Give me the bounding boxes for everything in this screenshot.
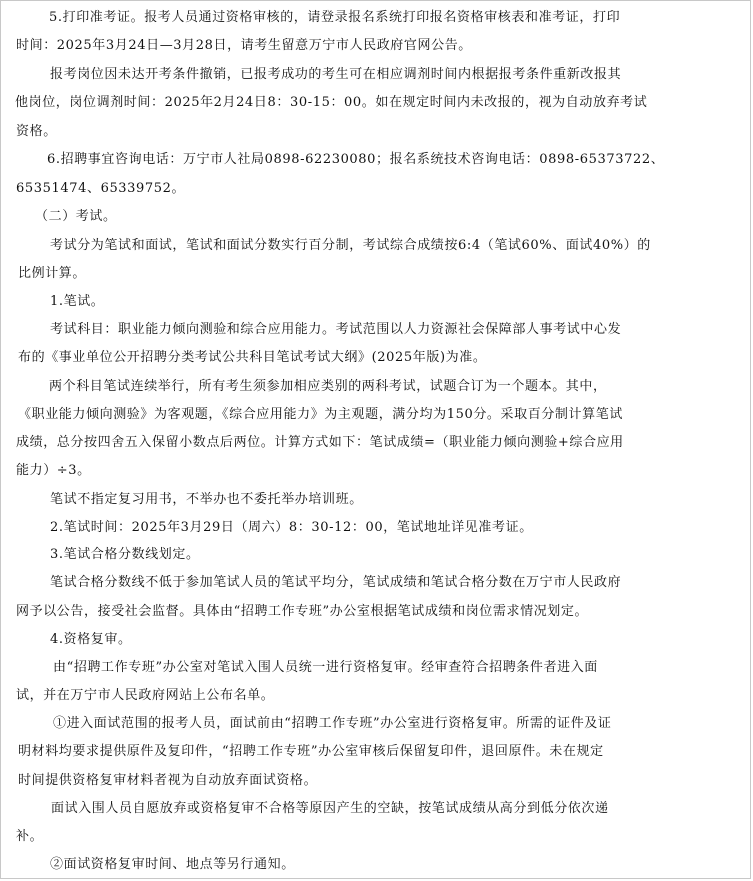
doc-line: 网予以公告，接受社会监督。具体由“招聘工作专班”办公室根据笔试成绩和岗位需求情况划定。 — [16, 604, 589, 619]
doc-line: 布的《事业单位公开招聘分类考试公共科目笔试考试大纲》(2025年版)为准。 — [18, 350, 487, 365]
doc-line: ①进入面试范围的报考人员，面试前由“招聘工作专班”办公室进行资格复审。所需的证件及证 — [53, 716, 612, 731]
doc-line: 4.资格复审。 — [50, 632, 132, 647]
doc-line: 两个科目笔试连续举行，所有考生须参加相应类别的两科考试，试题合订为一个题本。其中， — [49, 379, 607, 394]
doc-line: 面试入围人员自愿放弃或资格复审不合格等原因产生的空缺，按笔试成绩从高分到低分依次递 — [51, 801, 609, 816]
doc-line: 2.笔试时间：2025年3月29日（周六）8：30-12：00，笔试地址详见准考证。 — [50, 520, 533, 535]
doc-line: 时间：2025年3月24日—3月28日，请考生留意万宁市人民政府官网公告。 — [16, 38, 472, 53]
doc-line: 5.打印准考证。报考人员通过资格审核的，请登录报名系统打印报名资格审核表和准考证，打印 — [49, 10, 621, 25]
doc-line: 他岗位，岗位调剂时间：2025年2月24日8：30-15：00。如在规定时间内未改报的，视为自动放弃考试 — [15, 95, 648, 110]
doc-line: 时间提供资格复审材料者视为自动放弃面试资格。 — [18, 773, 318, 788]
doc-line: 补。 — [16, 829, 44, 844]
doc-line: 65351474、65339752。 — [16, 181, 186, 196]
doc-line: 报考岗位因未达开考条件撤销，已报考成功的考生可在相应调剂时间内根据报考条件重新改报其 — [50, 67, 622, 82]
doc-line: 明材料均要求提供原件及复印件，“招聘工作专班”办公室审核后保留复印件，退回原件。未在规定 — [18, 744, 604, 759]
doc-line: 笔试不指定复习用书，不举办也不委托举办培训班。 — [50, 492, 363, 507]
doc-line: 比例计算。 — [18, 266, 87, 281]
doc-line: 考试分为笔试和面试，笔试和面试分数实行百分制，考试综合成绩按6:4（笔试60%、面试40%）的 — [50, 238, 651, 253]
doc-line: 资格。 — [16, 124, 57, 139]
doc-line: 6.招聘事宜咨询电话：万宁市人社局0898-62230080；报名系统技术咨询电话：0898-65373722、 — [47, 152, 665, 167]
doc-line: 成绩，总分按四舍五入保留小数点后两位。计算方式如下：笔试成绩=（职业能力倾向测验+综合应用 — [16, 435, 624, 450]
doc-line: 由“招聘工作专班”办公室对笔试入围人员统一进行资格复审。经审查符合招聘条件者进入面 — [53, 660, 598, 675]
doc-line: 能力）÷3。 — [16, 463, 91, 478]
doc-line: 3.笔试合格分数线划定。 — [50, 547, 200, 562]
doc-line: 笔试合格分数线不低于参加笔试人员的笔试平均分，笔试成绩和笔试合格分数在万宁市人民政府 — [50, 575, 622, 590]
doc-line: 《职业能力倾向测验》为客观题，《综合应用能力》为主观题，满分均为150分。采取百分制计算笔试 — [18, 407, 623, 422]
doc-line: ②面试资格复审时间、地点等另行通知。 — [50, 857, 295, 872]
doc-line: 1.笔试。 — [50, 294, 105, 309]
doc-line: （二）考试。 — [35, 209, 117, 224]
doc-line: 试，并在万宁市人民政府网站上公布名单。 — [16, 688, 275, 703]
doc-line: 考试科目：职业能力倾向测验和综合应用能力。考试范围以人力资源社会保障部人事考试中心发 — [50, 322, 622, 337]
